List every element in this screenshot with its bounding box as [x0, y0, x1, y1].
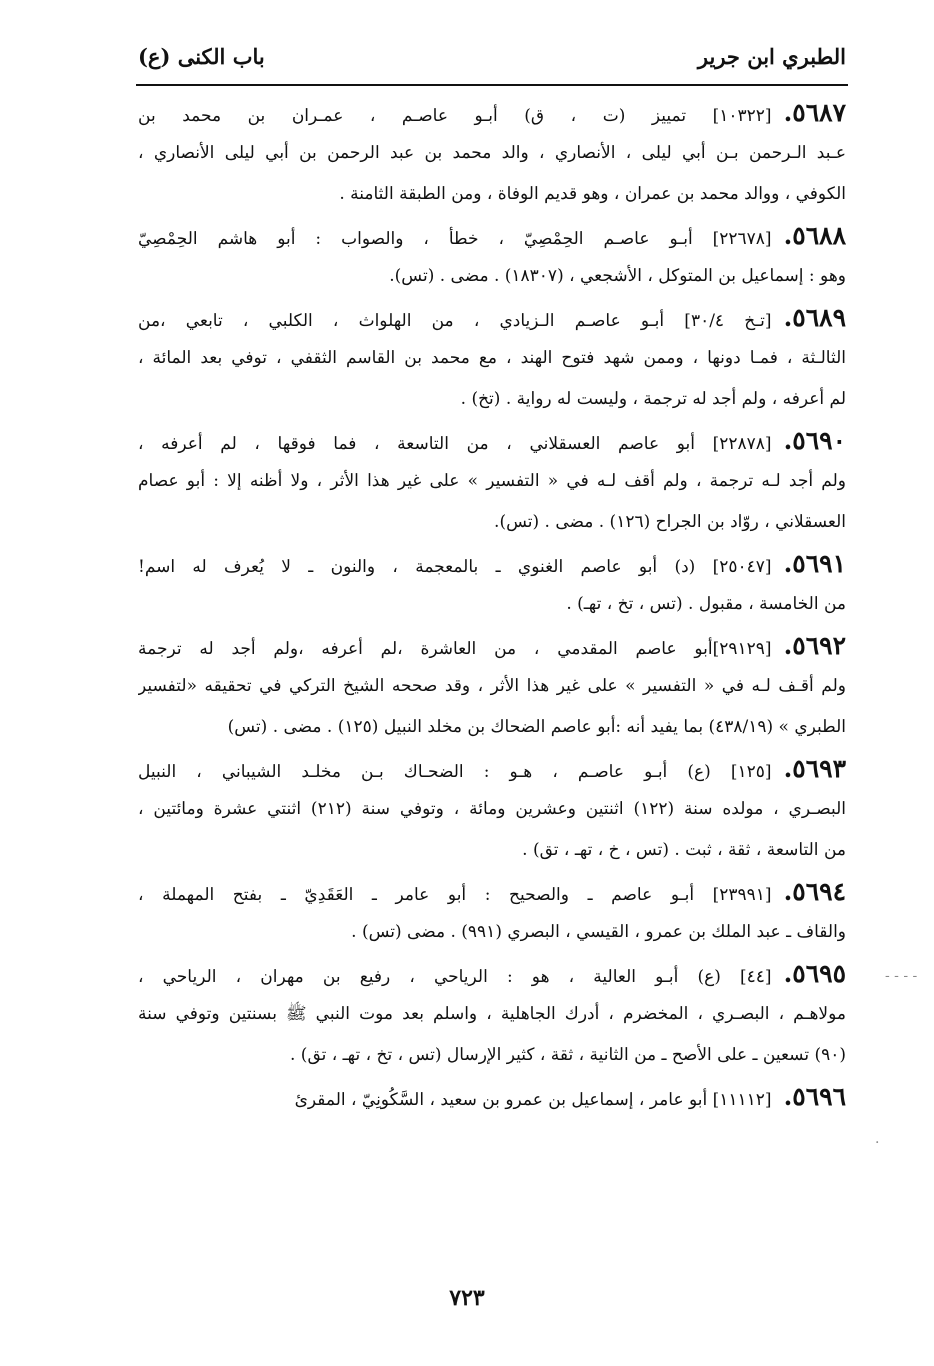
entry-line	[138, 789, 846, 830]
entry-number: ٥٦٩٣.	[783, 754, 846, 783]
entry	[138, 871, 846, 953]
entry-text: [٤٤] (ع) أبـو العالية ، هو : الرياحي ، رفيع بن مهران ، الرياحي ،	[138, 967, 772, 987]
entry-text: [٢٢٦٧٨] أبـو عاصـم الحِمْصِيّ ، خطأ ، والصواب : أبو هاشم الحِمْصِيّ	[138, 229, 772, 249]
entry-first-line	[138, 625, 846, 666]
entry-line	[138, 994, 846, 1035]
entry	[138, 748, 846, 871]
entry-line	[138, 830, 846, 871]
entry-first-line	[138, 1076, 846, 1117]
entry-text: العسقلاني ، روّاد بن الجراح (١٢٦) . مضى . (تس).	[494, 512, 846, 532]
entry-number: ٥٦٨٨.	[783, 221, 846, 250]
entry-line	[138, 666, 846, 707]
entry-first-line	[138, 297, 846, 338]
entry-text: الثالـثة ، فمـا دونها ، وممن شهد فتوح الهند ، مع محمد بن القاسم الثقفي ، توفي بعد المائة ،	[138, 348, 846, 368]
entry-text: من الخامسة ، مقبول . (تس ، تخ ، تهـ) .	[566, 594, 846, 614]
entry-line	[138, 502, 846, 543]
running-header	[138, 30, 846, 82]
margin-dot: ·	[875, 1135, 880, 1151]
entry-first-line	[138, 871, 846, 912]
entry-line	[138, 133, 846, 174]
entry-line	[138, 1035, 846, 1076]
entry-text: من التاسعة ، ثقة ، ثبت . (تس ، خ ، تهـ ، تق) .	[522, 840, 846, 860]
entry-text: [١١١١٢] أبو عامر ، إسماعيل بن عمرو بن سعيد ، السَّكُونِيّ ، المقرئ	[294, 1090, 772, 1110]
entry-first-line	[138, 953, 846, 994]
entry-text: [٢٥٠٤٧] (د) أبو عاصم الغنوي ـ بالمعجمة ، والنون ـ لا يُعرف له اسم!	[138, 557, 772, 577]
entry-number: ٥٦٩٢.	[783, 631, 846, 660]
header-divider	[136, 84, 848, 86]
entry-number: ٥٦٩٠.	[783, 426, 846, 455]
entry-number: ٥٦٨٩.	[783, 303, 846, 332]
header-book-title: الطبري ابن جرير	[697, 43, 846, 69]
entry-text: البصـري ، مولده سنة (١٢٢) اثنتين وعشرين ومائة ، وتوفي سنة (٢١٢) اثنتي عشرة ومائتين ،	[138, 799, 846, 819]
entry-text: عـبد الـرحمن بـن أبي ليلى ، الأنصاري ، والد محمد بن عبد الرحمن بن أبي ليلى الأنصاري ،	[138, 143, 846, 163]
entry-text: [١٢٥] (ع) أبـو عاصـم ، هـو : الضحـاك بـن مخلـد الشيباني ، النبيل	[138, 762, 772, 782]
entry-text: مولاهـم ، البصـري ، المخضرم ، أدرك الجاهلية ، واسلم بعد موت النبي ﷺ بسنتين وتوفي سنة	[138, 1004, 846, 1024]
entry-line	[138, 256, 846, 297]
entry-first-line	[138, 543, 846, 584]
entry-text: ولم أجد لـه ترجمة ، ولم أقف لـه في « التفسير » على غير هذا الأثر ، ولا أظنه إلا : أبو عصام	[138, 471, 846, 491]
entry-line	[138, 338, 846, 379]
entry-text: (٩٠) تسعين ـ على الأصح ـ من الثانية ، ثقة ، كثير الإرسال (تس ، تخ ، تهـ ، تق) .	[290, 1045, 846, 1065]
entry-text: [تـخ ٣٠/٤] أبـو عاصـم الـزيادي ، من الهلواث ، الكلبي ، تابعي ،من	[138, 311, 772, 331]
entry-text: الطبري » (٤٣٨/١٩) بما يفيد أنه :أبو عاصم الضحاك بن مخلد النبيل (١٢٥) . مضى . (تس)	[227, 717, 846, 737]
entry	[138, 953, 846, 1076]
entry-text: [٢٣٩٩١] أبـو عاصم ـ والصحيح : أبو عامر ـ العَقَدِيّ ـ بفتح المهملة ،	[138, 885, 772, 905]
header-chapter-title: باب الكنى (ع)	[138, 43, 265, 69]
entry-line	[138, 379, 846, 420]
entry	[138, 543, 846, 625]
entry-line	[138, 174, 846, 215]
entry	[138, 420, 846, 543]
page-number: ٧٢٣	[449, 1285, 485, 1311]
entries-list	[138, 92, 846, 1117]
entry	[138, 215, 846, 297]
margin-dash: - - - -	[885, 968, 918, 984]
entry-number: ٥٦٨٧.	[783, 98, 846, 127]
entry-number: ٥٦٩٥.	[783, 959, 846, 988]
entry-first-line	[138, 748, 846, 789]
entry	[138, 92, 846, 215]
entry-text: [٢٢٨٧٨] أبو عاصم العسقلاني ، من التاسعة ، فما فوقها ، لم أعرفه ،	[138, 434, 772, 454]
entry-text: ولم أقـف لـه في « التفسير » على غير هذا الأثر ، وقد صححه الشيخ التركي في تحقيقه «لتفسير	[138, 676, 846, 696]
entry-line	[138, 912, 846, 953]
entry-text: الكوفي ، ووالد محمد بن عمران ، وهو قديم الوفاة ، ومن الطبقة الثامنة .	[339, 184, 846, 204]
entry-text: [٢٩١٢٩]أبو عاصم المقدمي ، من العاشرة ،لم أعرفه ،ولم أجد له ترجمة	[138, 639, 772, 659]
entry-line	[138, 584, 846, 625]
entry-number: ٥٦٩٤.	[783, 877, 846, 906]
entry-number: ٥٦٩٦.	[783, 1082, 846, 1111]
entry-line	[138, 707, 846, 748]
entry-text: وهو : إسماعيل بن المتوكل ، الأشجعي ، (١٨٣٠٧) . مضى . (تس).	[389, 266, 846, 286]
entry-first-line	[138, 420, 846, 461]
entry-text: والقاف ـ عبد الملك بن عمرو ، القيسي ، البصري (٩٩١) . مضى (تس) .	[351, 922, 846, 942]
entry-first-line	[138, 215, 846, 256]
entry-text: [١٠٣٢٢] تمييز (ت ، ق) أبـو عاصـم ، عمـران بن محمد بن	[138, 106, 772, 126]
entry-number: ٥٦٩١.	[783, 549, 846, 578]
entry	[138, 625, 846, 748]
entry-line	[138, 461, 846, 502]
entry	[138, 297, 846, 420]
entry-first-line	[138, 92, 846, 133]
entry	[138, 1076, 846, 1117]
entry-text: لم أعرفه ، ولم أجد له ترجمة ، وليست له رواية . (تخ) .	[460, 389, 846, 409]
